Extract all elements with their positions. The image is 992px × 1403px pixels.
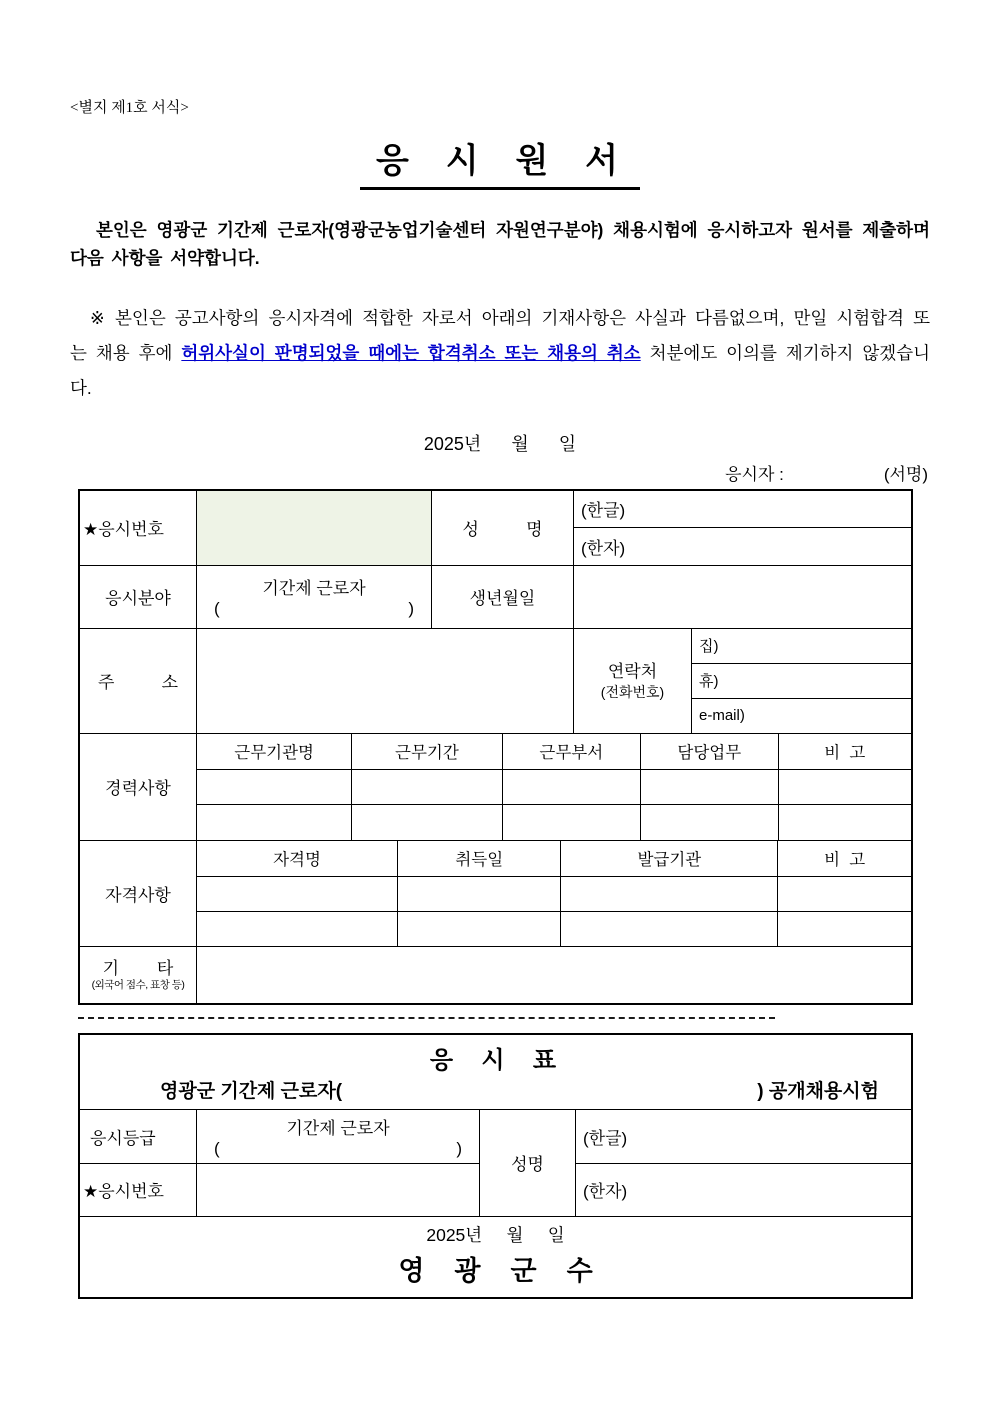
cert-label-cell <box>80 841 197 946</box>
ticket-header <box>80 1035 911 1110</box>
page-title: 응 시 원 서 <box>360 133 640 190</box>
pledge-text-pre: ※ 본인은 공고사항의 응시자격에 적합한 자로서 아래의 기재사항은 사실과 다름없으며, 만일 시험합격 또는 채용 후에 <box>70 307 930 363</box>
name-label: 성 명 <box>462 520 543 540</box>
contact-label-cell <box>574 629 692 733</box>
field-paren-row <box>197 599 431 619</box>
grade-value-input[interactable] <box>197 1110 479 1164</box>
etc-label: 기 타 <box>102 958 174 978</box>
contact-sub-label: (전화번호) <box>600 683 665 700</box>
grade-label: 응시등급 <box>90 1128 156 1148</box>
career-period-input-2[interactable] <box>352 805 502 840</box>
ticket-hangul-label: (한글) <box>583 1128 628 1148</box>
ticket-exam-number-input[interactable] <box>197 1164 479 1216</box>
row-career <box>80 734 911 841</box>
form-tag: <별지 제1호 서식> <box>70 100 189 116</box>
ticket-paren-close: ) <box>456 1138 462 1158</box>
exam-number-label-cell <box>80 491 197 565</box>
phone-email-label: e-mail) <box>699 707 745 725</box>
ticket-exam-number-label-cell <box>80 1164 196 1216</box>
row-etc <box>80 947 911 1003</box>
career-org-input-1[interactable] <box>197 770 352 805</box>
cert-header-row <box>197 841 911 877</box>
career-duty-input-2[interactable] <box>641 805 778 840</box>
pledge-paragraph <box>70 301 930 406</box>
career-header-note: 비 고 <box>824 744 866 763</box>
birth-input[interactable] <box>574 566 911 628</box>
etc-label-cell <box>80 947 197 1003</box>
ticket-title: 응 시 표 <box>429 1046 562 1074</box>
ticket-hangul-input[interactable] <box>576 1110 911 1164</box>
ticket-issuer: 영 광 군 수 <box>398 1255 593 1286</box>
address-label-cell <box>80 629 197 733</box>
ticket-hanja-label: (한자) <box>583 1182 628 1202</box>
career-grid <box>197 734 911 840</box>
phone-mobile-label: 휴) <box>699 673 719 691</box>
row-address-contact <box>80 629 911 734</box>
ticket-subtitle <box>80 1075 911 1109</box>
name-label-cell <box>432 491 574 565</box>
cert-input-row-1 <box>197 877 911 912</box>
exam-number-label: ★응시번호 <box>83 520 164 540</box>
field-label-cell <box>80 566 197 628</box>
phone-cells <box>692 629 911 733</box>
career-header-period: 근무기간 <box>352 734 502 769</box>
name-hanja-label: (한자) <box>581 538 626 558</box>
grade-paren-row <box>197 1139 479 1159</box>
career-note-input-1[interactable] <box>779 770 912 805</box>
phone-email-input[interactable] <box>692 699 911 733</box>
cert-header-issuer: 발급기관 <box>561 841 778 876</box>
dashed-separator <box>78 1017 775 1019</box>
cert-header-date: 취득일 <box>398 841 561 876</box>
career-label-cell <box>80 734 197 840</box>
name-hanja-input[interactable] <box>574 528 911 565</box>
paren-open: ( <box>214 599 220 619</box>
applicant-label: 응시자 : <box>725 464 784 484</box>
cert-issuer-input-2[interactable] <box>561 912 778 946</box>
signing-date-line: 2025년 월 일 <box>423 433 577 454</box>
ticket-subtitle-prefix: 영광군 기간제 근로자( <box>160 1080 343 1102</box>
cert-grid <box>197 841 911 946</box>
cert-name-input-1[interactable] <box>197 877 398 911</box>
applicant-signature-row <box>70 460 930 485</box>
ticket-date-line: 2025년 월 일 <box>426 1224 565 1245</box>
contact-label: 연락처 <box>607 661 658 681</box>
row-certifications <box>80 841 911 947</box>
career-input-row-2 <box>197 805 911 840</box>
ticket-label-col <box>80 1110 197 1216</box>
career-org-input-2[interactable] <box>197 805 352 840</box>
field-value-input[interactable] <box>197 566 432 628</box>
career-header-org: 근무기관명 <box>197 734 352 769</box>
phone-home-label: 집) <box>699 638 719 656</box>
phone-mobile-input[interactable] <box>692 664 911 699</box>
career-dept-input-1[interactable] <box>503 770 641 805</box>
cert-note-input-1[interactable] <box>778 877 911 911</box>
career-header-duty: 담당업무 <box>641 734 778 769</box>
exam-number-input[interactable] <box>197 491 432 565</box>
career-duty-input-1[interactable] <box>641 770 778 805</box>
career-header-dept: 근무부서 <box>503 734 641 769</box>
name-value-cells <box>574 491 911 565</box>
career-dept-input-2[interactable] <box>503 805 641 840</box>
cert-date-input-1[interactable] <box>398 877 561 911</box>
row-exam-number-name <box>80 491 911 566</box>
etc-sub-label: (외국어 점수, 표창 등) <box>91 978 185 991</box>
cert-issuer-input-1[interactable] <box>561 877 778 911</box>
field-value: 기간제 근로자 <box>262 579 366 599</box>
ticket-value-col <box>197 1110 480 1216</box>
grade-label-cell <box>80 1110 196 1164</box>
cert-header-name: 자격명 <box>197 841 398 876</box>
etc-input[interactable] <box>197 947 911 1003</box>
signature-label: (서명) <box>883 464 928 484</box>
exam-ticket-table <box>78 1033 913 1299</box>
cert-label: 자격사항 <box>105 885 171 905</box>
ticket-paren-open: ( <box>214 1138 220 1158</box>
cert-name-input-2[interactable] <box>197 912 398 946</box>
intro-paragraph: 본인은 영광군 기간제 근로자(영광군농업기술센터 자원연구분야) 채용시험에 응시하고자 원서를 제출하며 다음 사항을 서약합니다. <box>70 220 930 269</box>
cert-note-input-2[interactable] <box>778 912 911 946</box>
career-header-row <box>197 734 911 770</box>
cert-input-row-2 <box>197 912 911 946</box>
cert-date-input-2[interactable] <box>398 912 561 946</box>
birth-label: 생년월일 <box>469 589 536 609</box>
name-hangul-input[interactable] <box>574 491 911 529</box>
career-note-input-2[interactable] <box>779 805 912 840</box>
ticket-name-col <box>576 1110 911 1216</box>
career-label: 경력사항 <box>105 779 171 799</box>
career-period-input-1[interactable] <box>352 770 502 805</box>
pledge-text-post: 처분에도 이의를 제기하지 않겠습니다. <box>70 342 931 398</box>
grade-value: 기간제 근로자 <box>286 1118 390 1138</box>
row-field-birth <box>80 566 911 629</box>
ticket-fields <box>80 1110 911 1217</box>
address-label: 주 소 <box>97 673 179 693</box>
ticket-name-label-cell <box>480 1110 576 1216</box>
paren-close: ) <box>408 599 414 619</box>
address-input[interactable] <box>197 629 574 733</box>
main-form-table <box>78 489 913 1005</box>
pledge-emphasis: 허위사실이 판명되었을 때에는 합격취소 또는 채용의 취소 <box>181 342 641 363</box>
ticket-name-label: 성명 <box>511 1155 544 1175</box>
ticket-hanja-input[interactable] <box>576 1164 911 1216</box>
field-label: 응시분야 <box>105 589 171 609</box>
ticket-subtitle-suffix: ) 공개채용시험 <box>757 1080 879 1102</box>
ticket-exam-number-label: ★응시번호 <box>83 1182 164 1202</box>
name-hangul-label: (한글) <box>581 501 626 521</box>
cert-header-note: 비 고 <box>824 851 866 870</box>
birth-label-cell <box>432 566 574 628</box>
phone-home-input[interactable] <box>692 629 911 664</box>
career-input-row-1 <box>197 770 911 806</box>
